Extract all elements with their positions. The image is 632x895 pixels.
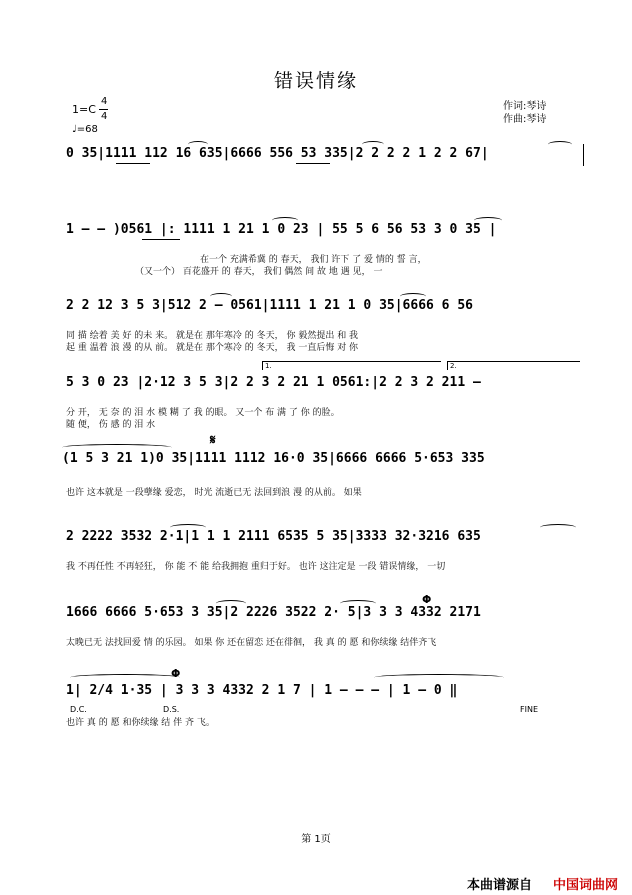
lyric-line-1: 也许 真 的 愿 和你续缘 结 伴 齐 飞。	[66, 718, 215, 728]
ds-marking: D.S.	[163, 705, 180, 714]
slur	[548, 141, 572, 148]
notation-line: 1| 2/4 1·35 | 3 3 3 4332 2 1 7 | 1 — — — | 1 — 0 ‖	[66, 683, 458, 698]
time-signature-bottom: 4	[101, 111, 108, 122]
notation-line: 2 2222 3532 2·1|1 1 1 2111 6535 5 35|3333 32·3216 635	[66, 529, 481, 544]
coda-sign: Φ	[171, 667, 181, 680]
tempo-marking: ♩=68	[72, 124, 98, 135]
slur	[62, 444, 172, 451]
lyricist-credit: 作词:琴诗	[503, 101, 547, 112]
source-label: 本曲谱源自	[467, 878, 533, 893]
key-signature: 1=C	[72, 103, 96, 116]
beam	[142, 239, 180, 240]
slur	[70, 674, 180, 681]
slur	[374, 674, 504, 681]
slur	[216, 600, 246, 607]
notation-line: 1 — — )0561 |: 1111 1 21 1 0 23 | 55 5 6 56 53 3 0 35 |	[66, 222, 497, 237]
notation-line: 1666 6666 5·653 3 35|2 2226 3522 2· 5|3 3 3 4332 2171	[66, 605, 481, 620]
dc-marking: D.C.	[70, 705, 87, 714]
slur	[362, 141, 384, 148]
lyric-line-1: 我 不再任性 不再轻狂， 你 能 不 能 给我拥抱 重归于好。 也许 这注定是 一段 错误情缘， 一切	[66, 562, 446, 572]
coda-sign: Φ	[422, 593, 432, 606]
slur	[210, 293, 232, 300]
lyric-line-1: 太晚已无 法找回爱 情 的乐园。 如果 你 还在留恋 还在徘徊， 我 真 的 愿 和你续缘 结伴齐飞	[66, 638, 437, 648]
slur	[540, 524, 576, 531]
notation-line: 0 35|1111 112 16 635|6666 556 53 335|2 2 2 2 1 2 2 67|	[66, 146, 489, 161]
lyric-line-2: 起 重 温着 浪 漫 的从 前。 就是在 那个寒冷 的 冬天， 我 一直后悔 对 你	[66, 343, 359, 353]
site-name-link[interactable]: 中国词曲网	[553, 878, 619, 893]
composer-credit: 作曲:琴诗	[503, 114, 547, 125]
lyric-line-2: 随 便， 伤 感 的 泪 水	[66, 420, 156, 430]
time-signature-top: 4	[101, 96, 108, 107]
page-title: 错误情缘	[273, 70, 358, 92]
lyric-line-1: 在一个 充满希冀 的 春天， 我们 许下 了 爱 情的 誓 言，	[200, 255, 427, 265]
segno-sign: 𝄋	[210, 433, 216, 448]
fine-marking: FINE	[520, 705, 538, 714]
barline	[583, 144, 584, 166]
volta-first-ending: 1.	[262, 361, 441, 370]
slur	[170, 524, 206, 531]
notation-line: 2 2 12 3 5 3|512 2 — 0561|1111 1 21 1 0 35|6666 6 56	[66, 298, 473, 313]
time-signature-divider	[99, 109, 108, 110]
slur	[272, 217, 298, 224]
slur	[400, 293, 426, 300]
lyric-line-1: 也许 这本就是 一段孽缘 爱恋， 时光 流逝已无 法回到浪 漫 的从前。 如果	[66, 488, 362, 498]
lyric-line-1: 同 描 绘着 美 好 的未 来。 就是在 那年寒冷 的 冬天， 你 毅然提出 和 我	[66, 331, 359, 341]
lyric-line-1: 分 开， 无 奈 的 泪 水 模 糊 了 我 的眼。 又一个 布 满 了 你 的脸。	[66, 408, 340, 418]
slur	[474, 217, 502, 224]
notation-line: (1 5 3 21 1)0 35|1111 1112 16·0 35|6666 6666 5·653 335	[62, 451, 485, 466]
notation-line: 5 3 0 23 |2·12 3 5 3|2 2 3 2 21 1 0561:|2 2 3 2 211 —	[66, 375, 481, 390]
volta-second-ending: 2.	[447, 361, 580, 370]
lyric-line-2: （又一个） 百花盛开 的 春天， 我们 偶然 间 故 地 遇 见， 一	[135, 267, 383, 277]
credits	[503, 100, 546, 126]
beam	[296, 163, 330, 164]
beam	[116, 163, 150, 164]
slur	[188, 141, 208, 148]
page-number: 第 1页	[301, 834, 331, 845]
slur	[340, 600, 376, 607]
